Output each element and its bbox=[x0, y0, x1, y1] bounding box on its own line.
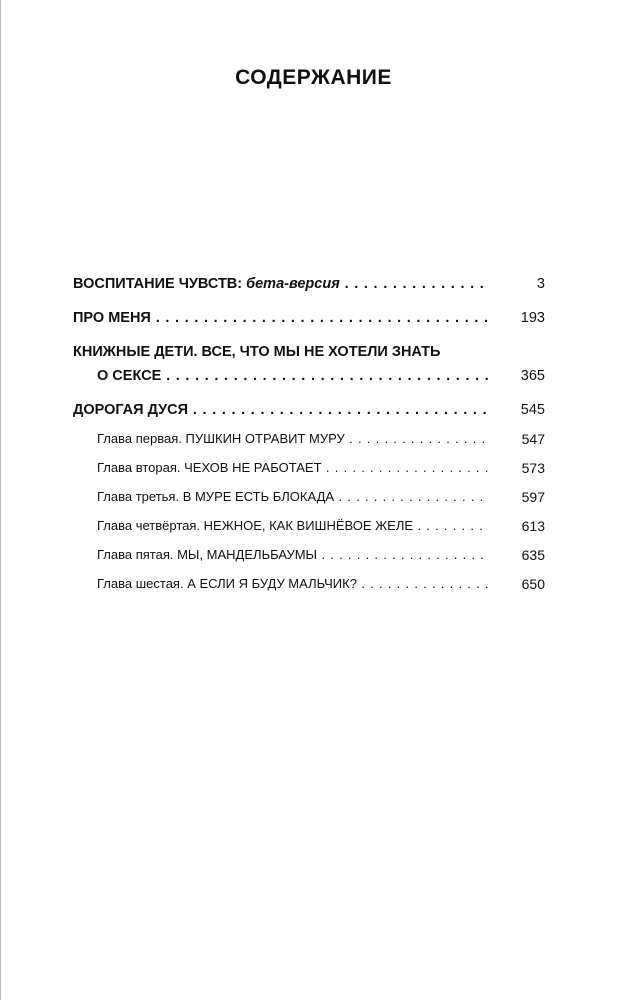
toc-chapter[interactable] bbox=[73, 514, 545, 538]
toc-page-number: 3 bbox=[536, 276, 545, 292]
toc-chapter-title: Глава вторая. ЧЕХОВ НЕ РАБОТАЕТ . . . bbox=[97, 456, 489, 480]
toc-entry-subtitle: бета-версия bbox=[246, 276, 340, 292]
toc-entry-title: ДОРОГАЯ ДУСЯ . . . bbox=[73, 398, 489, 422]
toc-page-number: 635 bbox=[521, 547, 545, 563]
toc-chapter-title: Глава шестая. А ЕСЛИ Я БУДУ МАЛЬЧИК? . . . bbox=[97, 572, 489, 596]
toc-chapter-title: Глава первая. ПУШКИН ОТРАВИТ МУРУ . . . bbox=[97, 427, 489, 451]
toc-page-number: 597 bbox=[521, 489, 545, 505]
page-title: СОДЕРЖАНИЕ bbox=[235, 66, 392, 89]
toc-entry[interactable] bbox=[73, 398, 545, 422]
toc-page-number: 193 bbox=[520, 310, 545, 326]
toc-entry[interactable] bbox=[73, 272, 545, 296]
toc-chapter[interactable] bbox=[73, 543, 545, 567]
toc-entry[interactable] bbox=[73, 306, 545, 330]
toc-chapter[interactable] bbox=[73, 427, 545, 451]
toc-entry-title-continued: О СЕКСЕ . . . bbox=[97, 364, 489, 388]
page-edge bbox=[0, 0, 1, 1000]
toc-page-number: 547 bbox=[521, 431, 545, 447]
toc-page-number: 365 bbox=[520, 368, 545, 384]
toc-chapter[interactable] bbox=[73, 456, 545, 480]
toc-page-number: 573 bbox=[521, 460, 545, 476]
toc-chapter[interactable] bbox=[73, 572, 545, 596]
toc-entry-title: ПРО МЕНЯ . . . bbox=[73, 306, 489, 330]
toc-entry-title: КНИЖНЫЕ ДЕТИ. ВСЕ, ЧТО МЫ НЕ ХОТЕЛИ ЗНАТЬ bbox=[73, 344, 441, 360]
table-of-contents bbox=[73, 272, 545, 596]
toc-chapter-title: Глава третья. В МУРЕ ЕСТЬ БЛОКАДА . . . bbox=[97, 485, 489, 509]
toc-entry-title: ВОСПИТАНИЕ ЧУВСТВ: бета-версия . . . bbox=[73, 272, 489, 296]
toc-page-number: 650 bbox=[521, 576, 545, 592]
toc-page-number: 545 bbox=[520, 402, 545, 418]
toc-chapter-title: Глава пятая. МЫ, МАНДЕЛЬБАУМЫ . . . bbox=[97, 543, 489, 567]
toc-entry[interactable] bbox=[73, 340, 545, 388]
toc-chapter[interactable] bbox=[73, 485, 545, 509]
toc-page-number: 613 bbox=[521, 518, 545, 534]
toc-chapter-title: Глава четвёртая. НЕЖНОЕ, КАК ВИШНЁВОЕ ЖЕЛЕ . . . bbox=[97, 514, 489, 538]
